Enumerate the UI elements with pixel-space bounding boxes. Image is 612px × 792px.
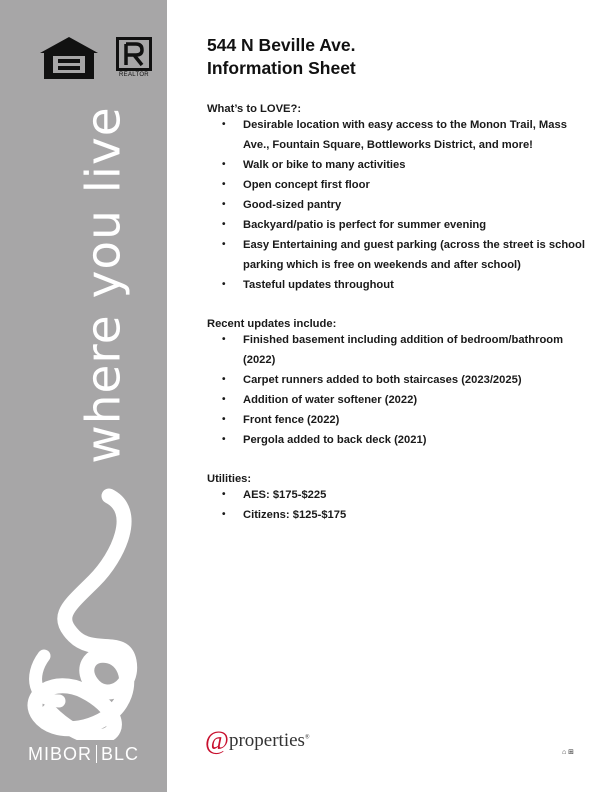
list-item-text: AES: $175-$225 (243, 489, 327, 501)
list-item (207, 370, 587, 390)
page-mark-icon: ⌂ ⊞ (562, 749, 575, 756)
love-script-art (14, 486, 160, 740)
list-item (207, 175, 587, 195)
tagline: where you live (76, 106, 132, 464)
bullet-icon: • (222, 374, 226, 385)
bullet-icon: • (222, 119, 226, 130)
brand-tm: ® (304, 734, 310, 741)
list-item (207, 330, 587, 370)
logo-divider (96, 745, 97, 763)
equal-housing-icon (40, 37, 98, 79)
bullet-icon: • (222, 414, 226, 425)
main-content (207, 34, 587, 525)
list-item-text: Desirable location with easy access to the Monon Trail, Mass Ave., Fountain Square, Bottleworks District, and more! (243, 119, 567, 151)
list-item-text: Citizens: $125-$175 (243, 509, 347, 521)
realtor-label: REALTOR (119, 72, 149, 78)
list-item (207, 390, 587, 410)
bullet-icon: • (222, 394, 226, 405)
list-item (207, 505, 587, 525)
section-heading-love: What’s to LOVE?: (207, 103, 302, 115)
at-properties-logo (205, 726, 310, 756)
bullet-icon: • (222, 434, 226, 445)
love-list (207, 115, 587, 295)
list-item-text: Open concept first floor (243, 179, 370, 191)
list-item (207, 115, 587, 155)
section-heading-utilities: Utilities: (207, 473, 252, 485)
list-item (207, 430, 587, 450)
list-item (207, 410, 587, 430)
bullet-icon: • (222, 334, 226, 345)
section-heading-updates: Recent updates include: (207, 318, 337, 330)
org-right: BLC (101, 744, 140, 764)
brand-word: properties (228, 730, 305, 751)
list-item-text: Finished basement including addition of bedroom/bathroom (2022) (243, 334, 564, 366)
updates-list (207, 330, 587, 450)
brand-at: @ (205, 726, 229, 755)
list-item (207, 485, 587, 505)
list-item-text: Easy Entertaining and guest parking (across the street is school parking which is free on weekends and after school) (243, 239, 585, 271)
list-item-text: Tasteful updates throughout (243, 279, 394, 291)
page-title-line1: 544 N Beville Ave. (207, 35, 356, 55)
list-item (207, 195, 587, 215)
bullet-icon: • (222, 509, 226, 520)
bullet-icon: • (222, 489, 226, 500)
list-item-text: Walk or bike to many activities (243, 159, 406, 171)
list-item-text: Good-sized pantry (243, 199, 342, 211)
sidebar (0, 0, 167, 792)
list-item (207, 155, 587, 175)
bullet-icon: • (222, 279, 226, 290)
list-item-text: Front fence (2022) (243, 414, 340, 426)
page-title-line2: Information Sheet (207, 58, 356, 78)
bullet-icon: • (222, 159, 226, 170)
utilities-list (207, 485, 587, 525)
bullet-icon: • (222, 219, 226, 230)
list-item (207, 215, 587, 235)
mibor-blc-logo (0, 744, 167, 765)
org-left: MIBOR (27, 744, 92, 764)
list-item-text: Pergola added to back deck (2021) (243, 434, 427, 446)
bullet-icon: • (222, 239, 226, 250)
list-item-text: Carpet runners added to both staircases (2023/2025) (243, 374, 522, 386)
list-item-text: Backyard/patio is perfect for summer evening (243, 219, 487, 231)
list-item-text: Addition of water softener (2022) (243, 394, 418, 406)
bullet-icon: • (222, 199, 226, 210)
list-item (207, 235, 587, 275)
list-item (207, 275, 587, 295)
bullet-icon: • (222, 179, 226, 190)
